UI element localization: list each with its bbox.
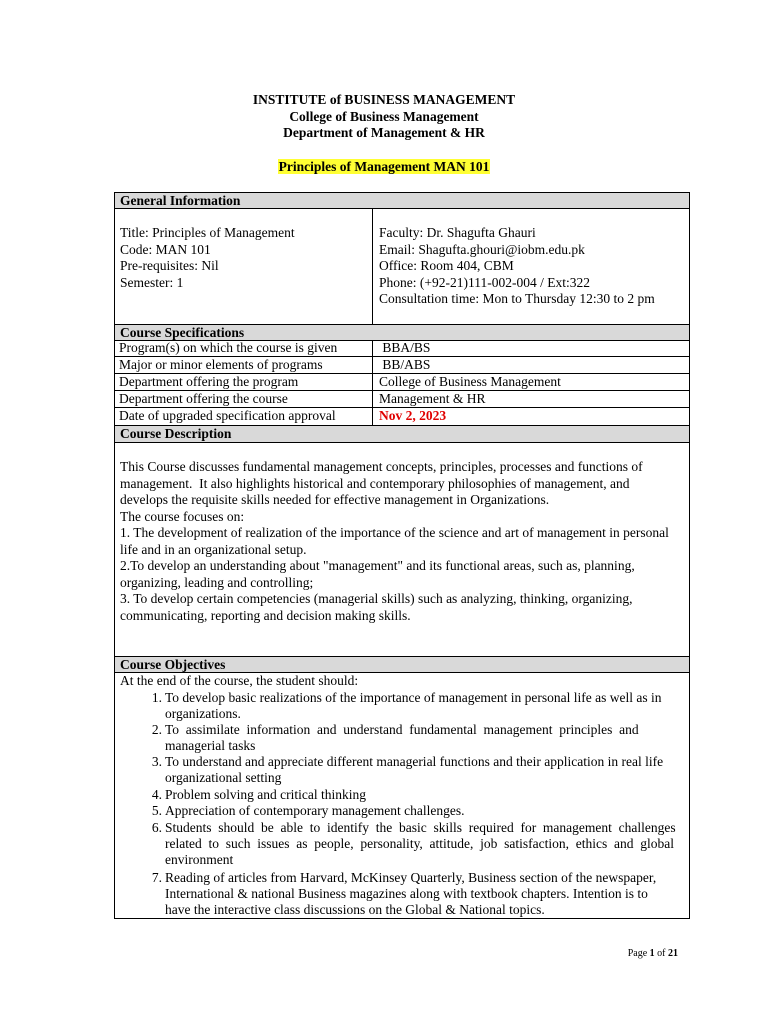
office-field: Office: Room 404, CBM bbox=[379, 258, 514, 273]
email-field: Email: Shagufta.ghouri@iobm.edu.pk bbox=[379, 241, 585, 257]
course-title-field: Title: Principles of Management bbox=[120, 225, 295, 240]
objective-line: related to such issues as people, personality, attitude, job satisfaction, ethics and global bbox=[165, 836, 675, 851]
objective-line: managerial tasks bbox=[165, 738, 256, 753]
objective-number: 4. bbox=[151, 787, 162, 802]
spec-row bbox=[114, 357, 690, 374]
objective-line: organizational setting bbox=[165, 770, 282, 785]
objective-number: 6. bbox=[151, 820, 162, 835]
course-code-field: Code: MAN 101 bbox=[120, 241, 211, 257]
objective-line: To develop basic realizations of the importance of management in personal life as well as in bbox=[165, 690, 662, 705]
spec-row bbox=[114, 374, 690, 391]
objectives-intro: At the end of the course, the student should: bbox=[120, 673, 359, 688]
general-info-divider bbox=[372, 208, 373, 325]
spec-row bbox=[114, 391, 690, 408]
course-specs-heading: Course Specifications bbox=[114, 324, 690, 341]
approval-date-value: Nov 2, 2023 bbox=[379, 408, 447, 423]
objective-line: Reading of articles from Harvard, McKinsey Quarterly, Business section of the newspaper, bbox=[165, 870, 657, 885]
spec-label: Department offering the program bbox=[119, 374, 299, 389]
objective-line: International & national Business magazines along with textbook chapters. Intention is to bbox=[165, 886, 648, 901]
phone-field: Phone: (+92-21)111-002-004 / Ext:322 bbox=[379, 274, 590, 290]
spec-label: Date of upgraded specification approval bbox=[119, 408, 336, 423]
college-name: College of Business Management bbox=[289, 108, 479, 124]
objective-number: 3. bbox=[151, 754, 162, 769]
description-line: The course focuses on: bbox=[120, 508, 245, 524]
course-objectives-heading: Course Objectives bbox=[114, 656, 690, 673]
description-line: organizing, leading and controlling; bbox=[120, 574, 314, 590]
spec-label: Program(s) on which the course is given bbox=[119, 340, 338, 355]
description-line: 3. To develop certain competencies (managerial skills) such as analyzing, thinking, organizing, bbox=[120, 591, 633, 606]
consultation-time-field: Consultation time: Mon to Thursday 12:30 to 2 pm bbox=[379, 291, 655, 306]
spec-label: Department offering the course bbox=[119, 391, 288, 406]
description-line: develops the requisite skills needed for effective management in Organizations. bbox=[120, 492, 550, 507]
description-line: 1. The development of realization of the importance of the science and art of management in personal bbox=[120, 525, 669, 540]
objective-line: Appreciation of contemporary management challenges. bbox=[165, 803, 465, 818]
objective-line: To understand and appreciate different managerial functions and their application in real life bbox=[165, 754, 664, 769]
description-line: 2.To develop an understanding about "management" and its functional areas, such as, planning, bbox=[120, 558, 635, 573]
spec-value: Management & HR bbox=[379, 391, 486, 406]
spec-value: College of Business Management bbox=[379, 374, 561, 389]
objective-line: environment bbox=[165, 852, 234, 867]
objective-line: have the interactive class discussions on the Global & National topics. bbox=[165, 902, 545, 917]
description-line: life and in an organizational setup. bbox=[120, 541, 307, 557]
description-line: communicating, reporting and decision making skills. bbox=[120, 607, 411, 623]
spec-row bbox=[114, 340, 690, 357]
semester-field: Semester: 1 bbox=[120, 274, 184, 290]
institute-name: INSTITUTE of BUSINESS MANAGEMENT bbox=[252, 92, 516, 107]
objective-line: Students should be able to identify the basic skills required for management challenges bbox=[165, 820, 676, 835]
faculty-field: Faculty: Dr. Shagufta Ghauri bbox=[379, 225, 536, 240]
course-title: Principles of Management MAN 101 bbox=[278, 159, 490, 174]
objective-line: Problem solving and critical thinking bbox=[165, 787, 366, 802]
spec-label: Major or minor elements of programs bbox=[119, 357, 323, 372]
objective-number: 7. bbox=[151, 870, 162, 885]
prerequisites-field: Pre-requisites: Nil bbox=[120, 258, 219, 273]
description-line: management. It also highlights historical and contemporary philosophies of management, and bbox=[120, 475, 630, 491]
general-info-heading: General Information bbox=[114, 192, 690, 209]
course-description-heading: Course Description bbox=[114, 425, 690, 443]
spec-value: BBA/BS bbox=[379, 340, 431, 355]
department-name: Department of Management & HR bbox=[283, 125, 485, 140]
objective-line: organizations. bbox=[165, 706, 241, 721]
objective-number: 5. bbox=[151, 803, 162, 818]
description-line: This Course discusses fundamental management concepts, principles, processes and functions of bbox=[120, 459, 643, 474]
objective-line: To assimilate information and understand fundamental management principles and bbox=[165, 722, 639, 737]
spec-row bbox=[114, 408, 690, 425]
objective-number: 2. bbox=[151, 722, 162, 737]
objective-number: 1. bbox=[151, 690, 162, 705]
page-number: Page 1 of 21 bbox=[627, 948, 678, 959]
spec-value: BB/ABS bbox=[379, 357, 431, 372]
